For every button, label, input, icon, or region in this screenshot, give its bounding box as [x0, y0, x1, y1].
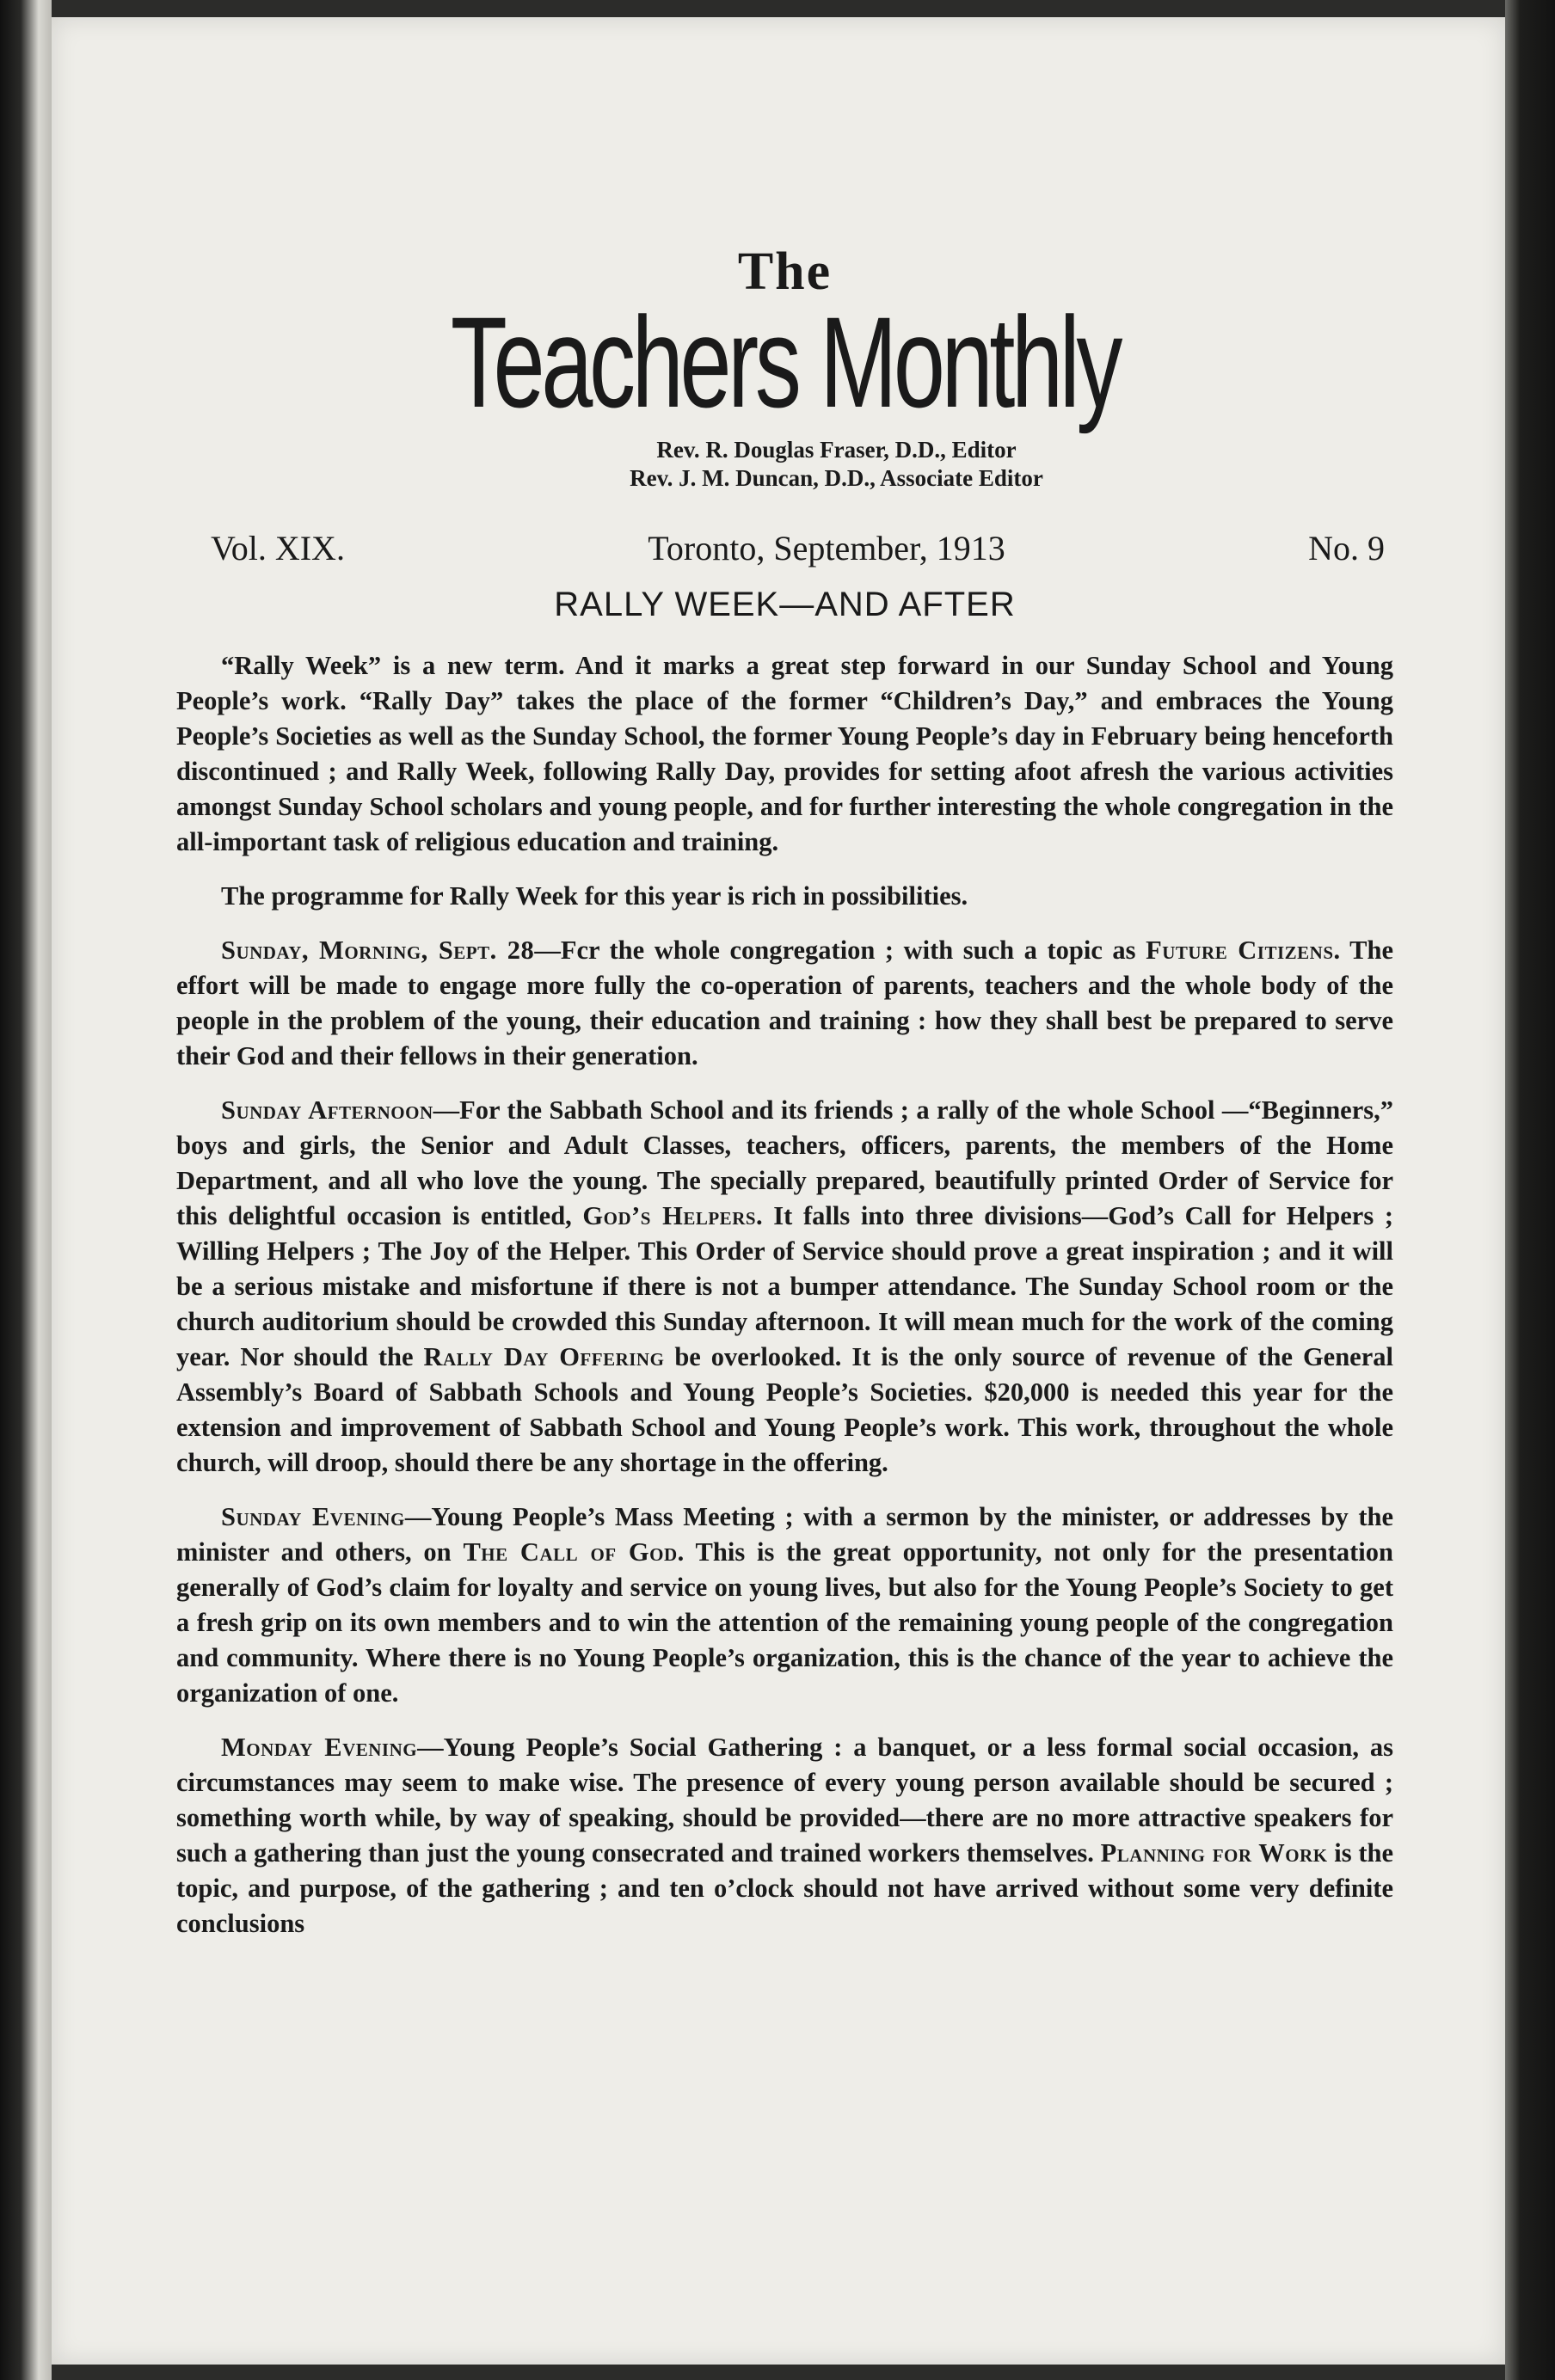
monday-evening-text-b: is the topic, and purpose, of the gathering ; and ten o’clock should not have arrived without some very definite conclusions	[176, 1838, 1393, 1938]
sunday-afternoon-lead: Sunday Afternoon	[221, 1095, 433, 1125]
gods-helpers-title: God’s Helpers	[582, 1201, 757, 1230]
sunday-afternoon-text-b: . It falls into three divisions—God’s Call for Helpers ; Willing Helpers ; The Joy of the Helper. This Order of Service should prove a great inspiration ; and it will be a serious mistake and misfortune if there is not a bumper attendance. The Sunday School room or the church auditorium should be crowded this Sunday afternoon. It will mean much for the work of the coming year. Nor should the	[176, 1201, 1394, 1371]
planning-for-work-topic: Planning for Work	[1100, 1838, 1328, 1868]
sunday-evening-lead: Sunday Evening	[221, 1502, 405, 1531]
page-content	[176, 242, 1394, 1960]
sunday-morning-text-b: . The effort will be made to engage more fully the co-operation of parents, teachers and the whole body of the people in the problem of the young, their education and training : how they shall best be prepared to serve their God and their fellows in their generation.	[176, 935, 1393, 1070]
magazine-page	[52, 17, 1505, 2365]
paragraph-intro: “Rally Week” is a new term. And it marks a great step forward in our Sunday School and Young People’s work. “Rally Day” takes the place of the former “Children’s Day,” and embraces the Young People’s Societies as well as the Sunday School, the former Young People’s day in February being henceforth discontinued ; and Rally Week, following Rally Day, provides for setting afoot afresh the various activities amongst Sunday School scholars and young people, and for further interesting the whole congregation in the all-important task of religious education and training.	[176, 651, 1393, 856]
editors-block	[280, 436, 1393, 494]
left-binding-edge	[0, 0, 52, 2380]
issue-number: No. 9	[1308, 529, 1385, 567]
volume-label: Vol. XIX.	[211, 529, 345, 567]
masthead-the: The	[737, 242, 833, 301]
paragraph-monday-evening	[176, 1730, 1393, 1941]
paragraph-sunday-afternoon	[176, 1093, 1393, 1481]
sunday-afternoon-text-c: be overlooked. It is the only source of revenue of the General Assembly’s Board of Sabbath Schools and Young People’s Societies. $20,000 is needed this year for the extension and improvement of Sabbath School and Young People’s work. This work, throughout the whole church, will droop, should there be any shortage in the offering.	[176, 1342, 1393, 1477]
place-date: Toronto, September, 1913	[648, 529, 1005, 567]
sunday-evening-text-b: . This is the great opportunity, not only for the presentation generally of God’s claim for loyalty and service on young lives, but also for the Young People’s Society to get a fresh grip on its own members and to win the attention of the remaining young people of the congregation and community. Where there is no Young People’s organization, this is the chance of the year to achieve the organization of one.	[176, 1537, 1393, 1708]
paragraph-sunday-morning	[176, 933, 1393, 1074]
paragraph-sunday-evening	[176, 1500, 1393, 1711]
sunday-morning-lead: Sunday, Morning, Sept. 28	[221, 935, 535, 965]
right-page-edge	[1505, 0, 1555, 2380]
masthead	[176, 242, 1393, 494]
issue-line	[176, 528, 1393, 568]
future-citizens-topic: Future Citizens	[1146, 935, 1334, 965]
sunday-evening-text-a: —Young People’s Mass Meeting ; with a sermon by the minister, or addresses by the minister and others, on	[176, 1502, 1393, 1567]
associate-editor-line: Rev. J. M. Duncan, D.D., Associate Editor	[630, 465, 1043, 492]
paragraph-programme: The programme for Rally Week for this year is rich in possibilities.	[221, 881, 968, 911]
editor-line: Rev. R. Douglas Fraser, D.D., Editor	[656, 436, 1017, 463]
rally-day-offering: Rally Day Offering	[423, 1342, 665, 1371]
masthead-title: Teachers Monthly	[450, 290, 1120, 434]
monday-evening-lead: Monday Evening	[221, 1733, 418, 1762]
monday-evening-text-a: —Young People’s Social Gathering : a banquet, or a less formal social occasion, as circumstances may seem to make wise. The presence of every young person available should be secured ; something worth while, by way of speaking, should be provided—there are no more attractive speakers for such a gathering than just the young consecrated and trained workers themselves.	[176, 1733, 1393, 1868]
sunday-afternoon-text-a: —For the Sabbath School and its friends ; a rally of the whole School —“Beginners,” boys and girls, the Senior and Adult Classes, teachers, officers, parents, the members of the Home Department, and all who love the young. The specially prepared, beautifully printed Order of Service for this delightful occasion is entitled,	[176, 1095, 1393, 1230]
sunday-morning-text-a: —Fcr the whole congregation ; with such a topic as	[534, 935, 1146, 965]
call-of-god-topic: The Call of God	[463, 1537, 678, 1567]
article-headline: RALLY WEEK—AND AFTER	[554, 586, 1016, 623]
